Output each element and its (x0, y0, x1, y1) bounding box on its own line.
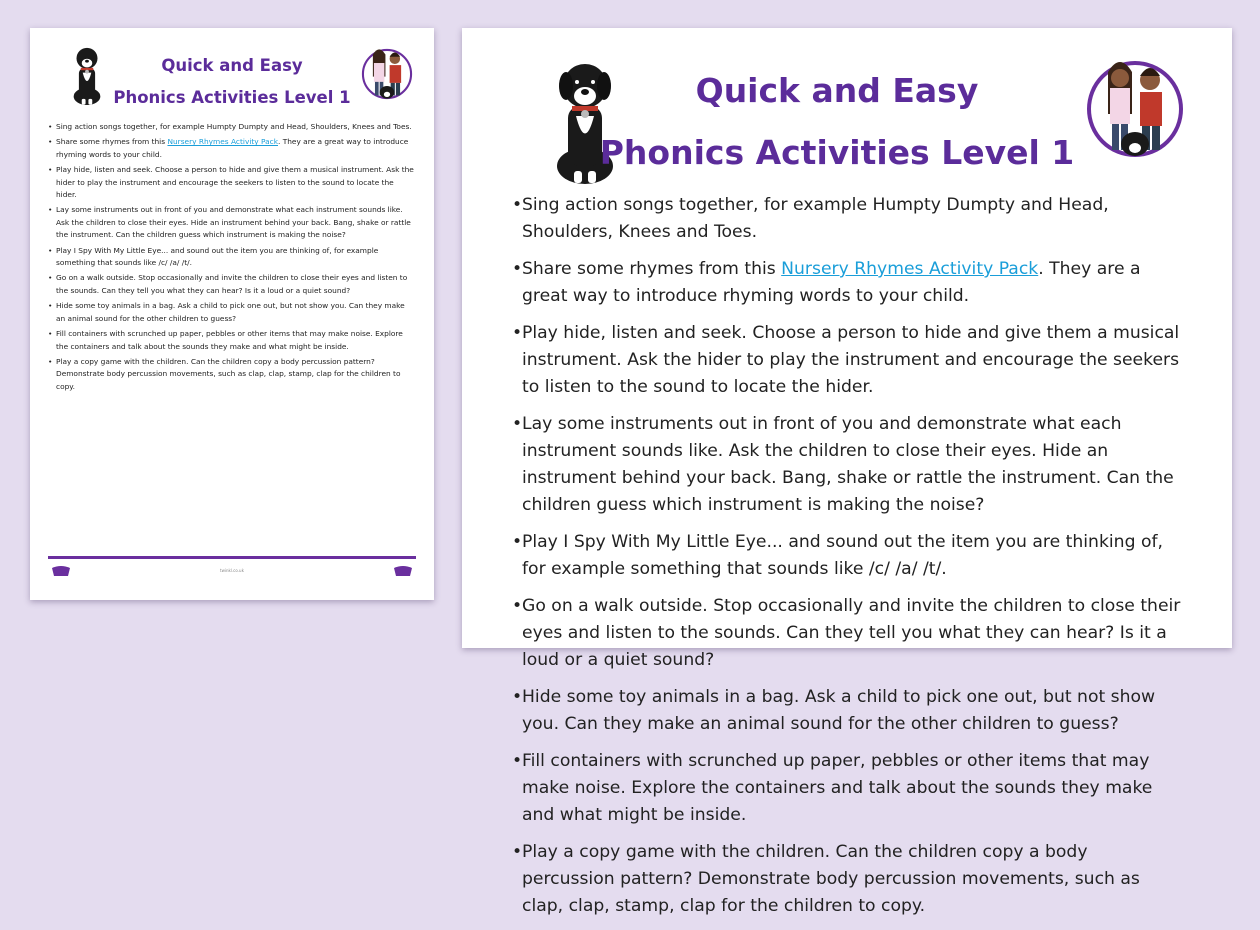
list-item: • Sing action songs together, for example Humpty Dumpty and Head, Shoulders, Knees and Toes. (48, 121, 414, 133)
children-illustration (358, 40, 416, 108)
list-item: • Share some rhymes from this Nursery Rhymes Activity Pack. They are a great way to introduce rhyming words to your child. (512, 256, 1182, 310)
page-title: Quick and Easy Phonics Activities Level 1 (113, 56, 351, 107)
list-item: • Play I Spy With My Little Eye... and sound out the item you are thinking of, for example something that sounds like /c/ /a/ /t/. (512, 529, 1182, 583)
list-item: • Fill containers with scrunched up paper, pebbles or other items that may make noise. Explore the containers and talk about the sounds they make and what might be inside. (512, 748, 1182, 829)
activity-list (512, 192, 1182, 930)
list-item: • Play a copy game with the children. Can the children copy a body percussion pattern? Demonstrate body percussion movements, such as clap, clap, stamp, clap for the children to copy. (48, 356, 414, 393)
list-item: • Play a copy game with the children. Can the children copy a body percussion pattern? Demonstrate body percussion movements, such as clap, clap, stamp, clap for the children to copy. (512, 839, 1182, 920)
list-item: • Play hide, listen and seek. Choose a person to hide and give them a musical instrument. Ask the hider to play the instrument and encourage the seekers to listen to the sound to locate the hider. (512, 320, 1182, 401)
list-item: • Go on a walk outside. Stop occasionally and invite the children to close their eyes and listen to the sounds. Can they tell you what they can hear? Is it a loud or a quiet sound? (48, 272, 414, 297)
list-item: • Share some rhymes from this Nursery Rhymes Activity Pack. They are a great way to introduce rhyming words to your child. (48, 136, 414, 161)
page-thumbnail (30, 28, 434, 600)
activity-list (48, 121, 414, 396)
footer-text: twinkl.co.uk (220, 568, 244, 573)
twinkl-logo-icon (392, 564, 414, 578)
list-item: • Lay some instruments out in front of you and demonstrate what each instrument sounds like. Ask the children to close their eyes. Hide an instrument behind your back. Bang, shake or rattle the instrument. Can the children guess which instrument is making the noise? (512, 411, 1182, 519)
list-item: • Fill containers with scrunched up paper, pebbles or other items that may make noise. Explore the containers and talk about the sounds they make and what might be inside. (48, 328, 414, 353)
list-item: • Go on a walk outside. Stop occasionally and invite the children to close their eyes and listen to the sounds. Can they tell you what they can hear? Is it a loud or a quiet sound? (512, 593, 1182, 674)
list-item: • Hide some toy animals in a bag. Ask a child to pick one out, but not show you. Can they make an animal sound for the other children to guess? (512, 684, 1182, 738)
list-item: • Play I Spy With My Little Eye... and sound out the item you are thinking of, for example something that sounds like /c/ /a/ /t/. (48, 245, 414, 270)
list-item: • Sing action songs together, for example Humpty Dumpty and Head, Shoulders, Knees and Toes. (512, 192, 1182, 246)
list-item: • Play hide, listen and seek. Choose a person to hide and give them a musical instrument. Ask the hider to play the instrument and encourage the seekers to listen to the sound to locate the hider. (48, 164, 414, 201)
list-item: • Lay some instruments out in front of you and demonstrate what each instrument sounds like. Ask the children to close their eyes. Hide an instrument behind your back. Bang, shake or rattle the instrument. Can the children guess which instrument is making the noise? (48, 204, 414, 241)
page-title: Quick and Easy Phonics Activities Level 1 (599, 71, 1075, 172)
page-enlarged (462, 28, 1232, 916)
twinkl-logo-icon (50, 564, 72, 578)
children-illustration (1086, 44, 1184, 174)
nursery-rhymes-link[interactable]: Nursery Rhymes Activity Pack (781, 259, 1039, 279)
footer-divider (48, 556, 416, 559)
nursery-rhymes-link[interactable]: Nursery Rhymes Activity Pack (167, 137, 278, 147)
list-item: • Hide some toy animals in a bag. Ask a child to pick one out, but not show you. Can they make an animal sound for the other children to guess? (48, 300, 414, 325)
